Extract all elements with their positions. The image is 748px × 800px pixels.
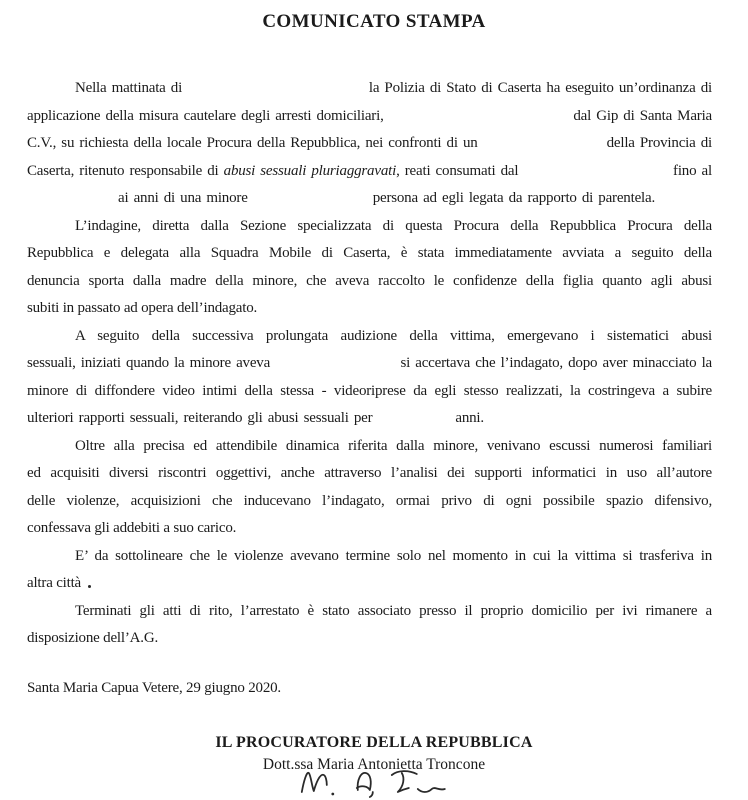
signer-name: Dott.ssa Maria Antonietta Troncone bbox=[262, 756, 486, 773]
stray-mark bbox=[88, 585, 91, 588]
body-line: L’indagine, diretta dalla Sezione specializzata di questa Procura della Repubblica Procura della bbox=[75, 217, 712, 234]
body-line bbox=[27, 350, 712, 378]
body-line: delle violenze, acquisizioni che inducevano l’indagato, ormai privo di ogni possibile spazio difensivo, bbox=[27, 492, 712, 509]
text-segment: la Polizia di Stato di Caserta ha eseguito un’ordinanza di bbox=[368, 80, 712, 96]
body-line: A seguito della successiva prolungata audizione della vittima, emergevano i sistematici abusi bbox=[75, 327, 712, 344]
text-segment: dal Gip di Santa Maria bbox=[573, 107, 712, 124]
body-line: subiti in passato ad opera dell’indagato. bbox=[27, 300, 258, 316]
body-line bbox=[27, 158, 712, 186]
body-line bbox=[27, 130, 712, 158]
body-line: Oltre alla precisa ed attendibile dinamica riferita dalla minore, venivano escussi numerosi familiari bbox=[75, 437, 712, 454]
text-segment: ai anni di una minore bbox=[118, 190, 248, 206]
text-segment: C.V., su richiesta della locale Procura della Repubblica, nei confronti di un bbox=[27, 135, 478, 151]
handwritten-signature-icon bbox=[296, 765, 466, 799]
body-line: Repubblica e delegata alla Squadra Mobile di Caserta, è stata immediatamente avviata a seguito della bbox=[27, 245, 712, 261]
press-release-body bbox=[27, 75, 712, 702]
body-line: denuncia sporta dalla madre della minore, che aveva raccolto le confidenze della figlia quanto agli abusi bbox=[27, 272, 712, 289]
body-line: E’ da sottolineare che le violenze avevano termine solo nel momento in cui la vittima si trasferiva in bbox=[75, 547, 712, 564]
body-line: confessava gli addebiti a suo carico. bbox=[27, 520, 237, 536]
text-segment: fino al bbox=[673, 162, 712, 179]
text-segment: , reati consumati dal bbox=[396, 162, 519, 179]
body-line: disposizione dell’A.G. bbox=[27, 630, 158, 646]
press-release-title: COMUNICATO STAMPA bbox=[262, 11, 486, 32]
italic-phrase: abusi sessuali pluriaggravati bbox=[223, 162, 397, 179]
body-line bbox=[27, 570, 712, 598]
text-segment: altra città bbox=[27, 575, 82, 591]
body-line bbox=[27, 185, 712, 213]
body-line bbox=[27, 75, 712, 103]
text-segment: persona ad egli legata da rapporto di parentela. bbox=[372, 190, 655, 206]
signer-role: IL PROCURATORE DELLA REPUBBLICA bbox=[215, 734, 533, 751]
text-segment: sessuali, iniziati quando la minore aveva bbox=[27, 355, 271, 371]
text-segment: applicazione della misura cautelare degli arresti domiciliari, bbox=[27, 107, 384, 124]
body-line bbox=[27, 103, 712, 131]
text-segment: della Provincia di bbox=[606, 135, 712, 151]
text-segment: ulteriori rapporti sessuali, reiterando gli abusi sessuali per bbox=[27, 410, 373, 426]
body-line: minore di diffondere video intimi della stessa - videoriprese da egli stesso realizzati, la costringeva a subire bbox=[27, 382, 712, 399]
body-line bbox=[27, 405, 712, 433]
text-segment: anni. bbox=[455, 410, 484, 426]
text-segment: si accertava che l’indagato, dopo aver minacciato la bbox=[400, 355, 712, 371]
text-segment bbox=[27, 158, 518, 186]
date-line: Santa Maria Capua Vetere, 29 giugno 2020. bbox=[27, 679, 281, 696]
text-segment: Nella mattinata di bbox=[75, 80, 183, 96]
text-segment: Caserta, ritenuto responsabile di bbox=[27, 162, 224, 179]
body-line: Terminati gli atti di rito, l’arrestato è stato associato presso il proprio domicilio per ivi rimanere a bbox=[75, 602, 712, 619]
body-line: ed acquisiti diversi riscontri oggettivi, anche attraverso l’analisi dei supporti informatici in uso all’autore bbox=[27, 465, 712, 481]
